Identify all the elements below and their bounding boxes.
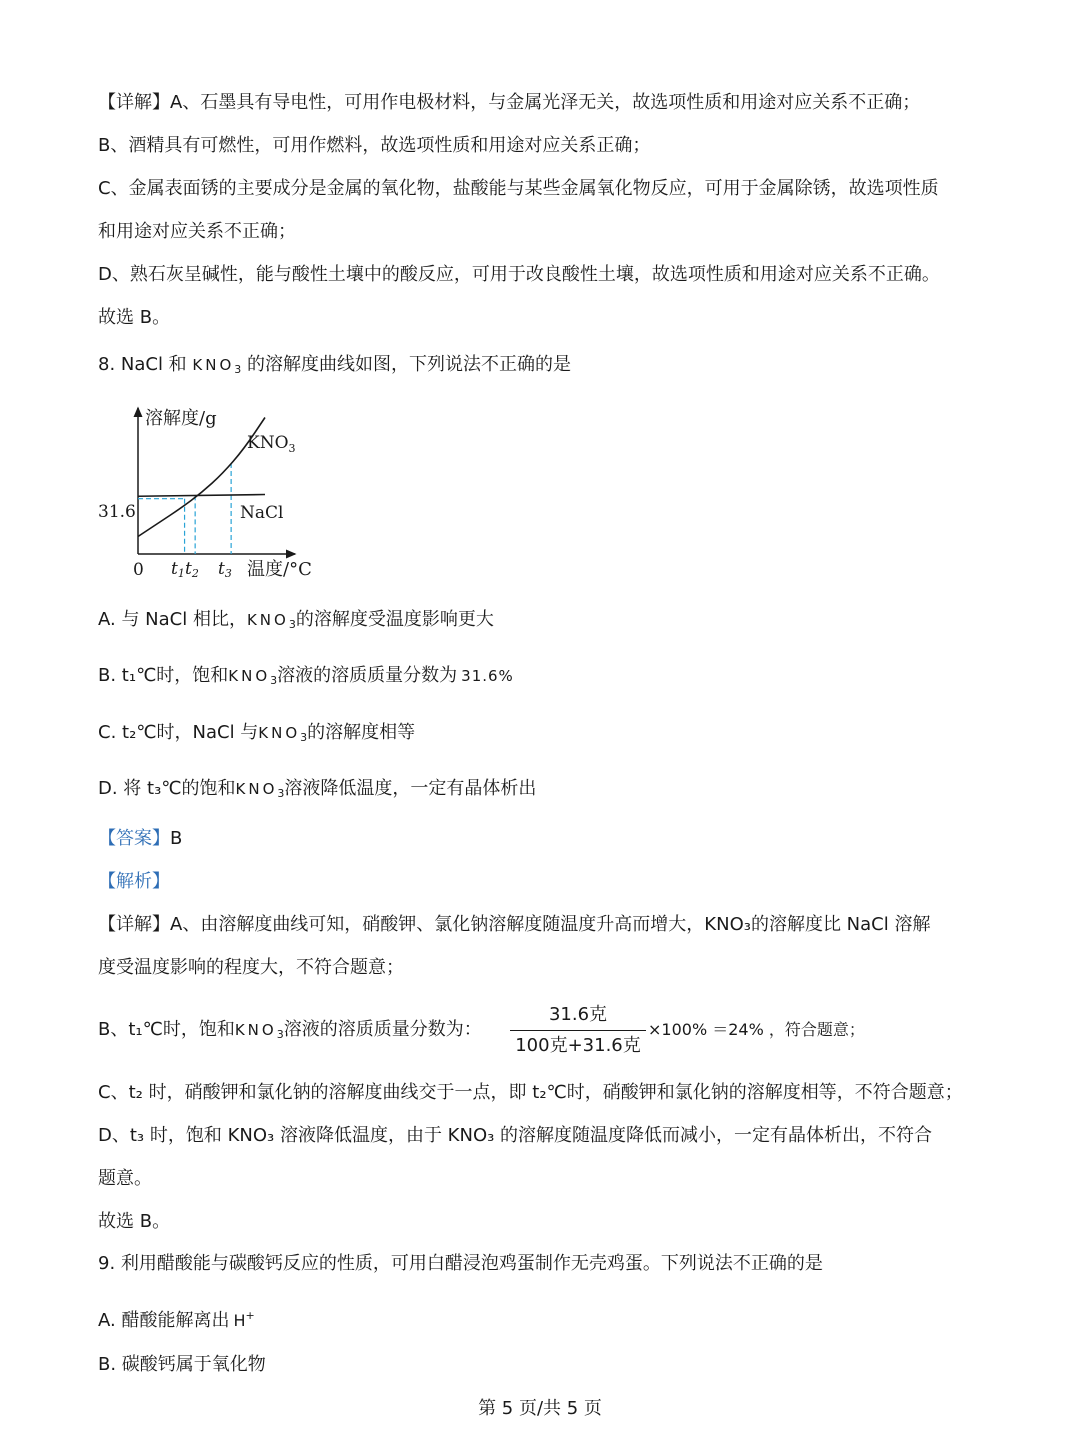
y-axis-label: 溶解度/g xyxy=(145,408,217,429)
q8-option-a-post: 的溶解度受温度影响更大 xyxy=(295,609,494,630)
x-tick-t3: t3 xyxy=(218,559,232,580)
nacl-curve-label: NaCl xyxy=(240,503,284,523)
x-tick-t2: t2 xyxy=(185,559,199,580)
kno3-formula: KNO xyxy=(235,780,278,798)
fraction-numerator: 31.6克 xyxy=(548,1004,608,1025)
q8-detail-a-2: 度受温度影响的程度大，不符合题意； xyxy=(98,957,404,978)
kno3-curve-label-main: KNO xyxy=(247,433,289,453)
nacl-curve xyxy=(138,495,265,497)
q8-option-d-pre: D. 将 t₃℃的饱和 xyxy=(98,778,236,799)
hydrogen-ion: H xyxy=(233,1311,246,1330)
q8-stem xyxy=(98,352,571,383)
q8-detail-b xyxy=(98,1017,482,1048)
kno3-subscript: 3 xyxy=(277,787,285,800)
q8-option-d-post: 溶液降低温度，一定有晶体析出 xyxy=(284,778,537,799)
kno3-subscript: 3 xyxy=(276,1028,284,1041)
q9-option-a-pre: A. 醋酸能解离出 xyxy=(98,1310,230,1331)
q9-stem: 9. 利用醋酸能与碳酸钙反应的性质，可用白醋浸泡鸡蛋制作无壳鸡蛋。下列说法不正确的是 xyxy=(98,1253,823,1274)
kno3-subscript: 3 xyxy=(288,618,296,631)
kno3-subscript: 3 xyxy=(300,731,308,744)
kno3-formula: KNO xyxy=(228,667,271,685)
hydrogen-ion-charge: + xyxy=(245,1309,255,1322)
fraction-denominator: 100克+31.6克 xyxy=(515,1035,641,1056)
kno3-formula: KNO xyxy=(234,1021,277,1039)
origin-label: 0 xyxy=(133,560,144,580)
q8-detail-d-1: D、t₃ 时，饱和 KNO₃ 溶液降低温度，由于 KNO₃ 的溶解度随温度降低而减小，一定有晶体析出，不符合 xyxy=(98,1125,933,1146)
fraction-bar xyxy=(510,1030,646,1031)
solubility-chart xyxy=(95,400,325,580)
q9-option-a xyxy=(98,1303,255,1334)
q8-option-a xyxy=(98,607,494,638)
q7-detail-line-5: D、熟石灰呈碱性，能与酸性土壤中的酸反应，可用于改良酸性土壤，故选项性质和用途对应关系不正确。 xyxy=(98,264,940,285)
q8-detail-b-pre: B、t₁℃时，饱和 xyxy=(98,1019,235,1040)
q8-detail-a-1: 【详解】A、由溶解度曲线可知，硝酸钾、氯化钠溶解度随温度升高而增大，KNO₃的溶解度比 NaCl 溶解 xyxy=(98,914,931,935)
kno3-curve-label xyxy=(247,433,296,455)
kno3-curve-label-sub: 3 xyxy=(288,442,296,455)
kno3-subscript: 3 xyxy=(234,363,242,376)
kno3-formula: KNO xyxy=(258,724,301,742)
q8-option-b-pre: B. t₁℃时，饱和 xyxy=(98,665,229,686)
x-axis-label: 温度/°C xyxy=(247,559,312,580)
q9-option-b: B. 碳酸钙属于氧化物 xyxy=(98,1354,266,1375)
mass-fraction xyxy=(510,1002,646,1059)
q8-conclusion: 故选 B。 xyxy=(98,1211,171,1232)
q8-detail-b-mid: 溶液的溶质质量分数为： xyxy=(283,1019,482,1040)
q8-option-c-pre: C. t₂℃时，NaCl 与 xyxy=(98,722,259,743)
q8-option-b-value: 31.6% xyxy=(461,667,514,685)
q8-option-d xyxy=(98,776,536,807)
q8-detail-c: C、t₂ 时，硝酸钾和氯化钠的溶解度曲线交于一点，即 t₂℃时，硝酸钾和氯化钠的溶解度相等，不符合题意； xyxy=(98,1082,963,1103)
q7-detail-line-3: C、金属表面锈的主要成分是金属的氧化物，盐酸能与某些金属氧化物反应，可用于金属除锈，故选项性质 xyxy=(98,178,939,199)
answer-value: B xyxy=(170,828,183,849)
kno3-subscript: 3 xyxy=(270,674,278,687)
y-tick-31-6: 31.6 xyxy=(98,502,136,522)
q8-option-c xyxy=(98,720,415,751)
kno3-formula: KNO xyxy=(192,356,235,374)
q8-option-b-post: 溶液的溶质质量分数为 xyxy=(277,665,458,686)
analysis-label: 【解析】 xyxy=(98,871,170,892)
q8-option-b xyxy=(98,663,514,694)
q8-stem-pre: 8. NaCl 和 xyxy=(98,354,187,375)
kno3-formula: KNO xyxy=(246,611,289,629)
page-footer: 第 5 页/共 5 页 xyxy=(478,1398,602,1419)
q7-conclusion: 故选 B。 xyxy=(98,307,171,328)
q8-detail-b-post: ×100% ＝24% ，符合题意； xyxy=(648,1020,865,1039)
q8-option-c-post: 的溶解度相等 xyxy=(307,722,416,743)
x-tick-t1: t1 xyxy=(171,559,185,580)
q7-detail-line-1: 【详解】A、石墨具有导电性，可用作电极材料，与金属光泽无关，故选项性质和用途对应关系不正确； xyxy=(98,92,921,113)
q7-detail-line-2: B、酒精具有可燃性，可用作燃料，故选项性质和用途对应关系正确； xyxy=(98,135,651,156)
q8-option-a-pre: A. 与 NaCl 相比， xyxy=(98,609,247,630)
q7-detail-line-4: 和用途对应关系不正确； xyxy=(98,221,296,242)
q8-stem-post: 的溶解度曲线如图，下列说法不正确的是 xyxy=(247,354,572,375)
answer-label: 【答案】 xyxy=(98,828,170,849)
q8-answer xyxy=(98,826,182,852)
q8-detail-d-2: 题意。 xyxy=(98,1168,152,1189)
